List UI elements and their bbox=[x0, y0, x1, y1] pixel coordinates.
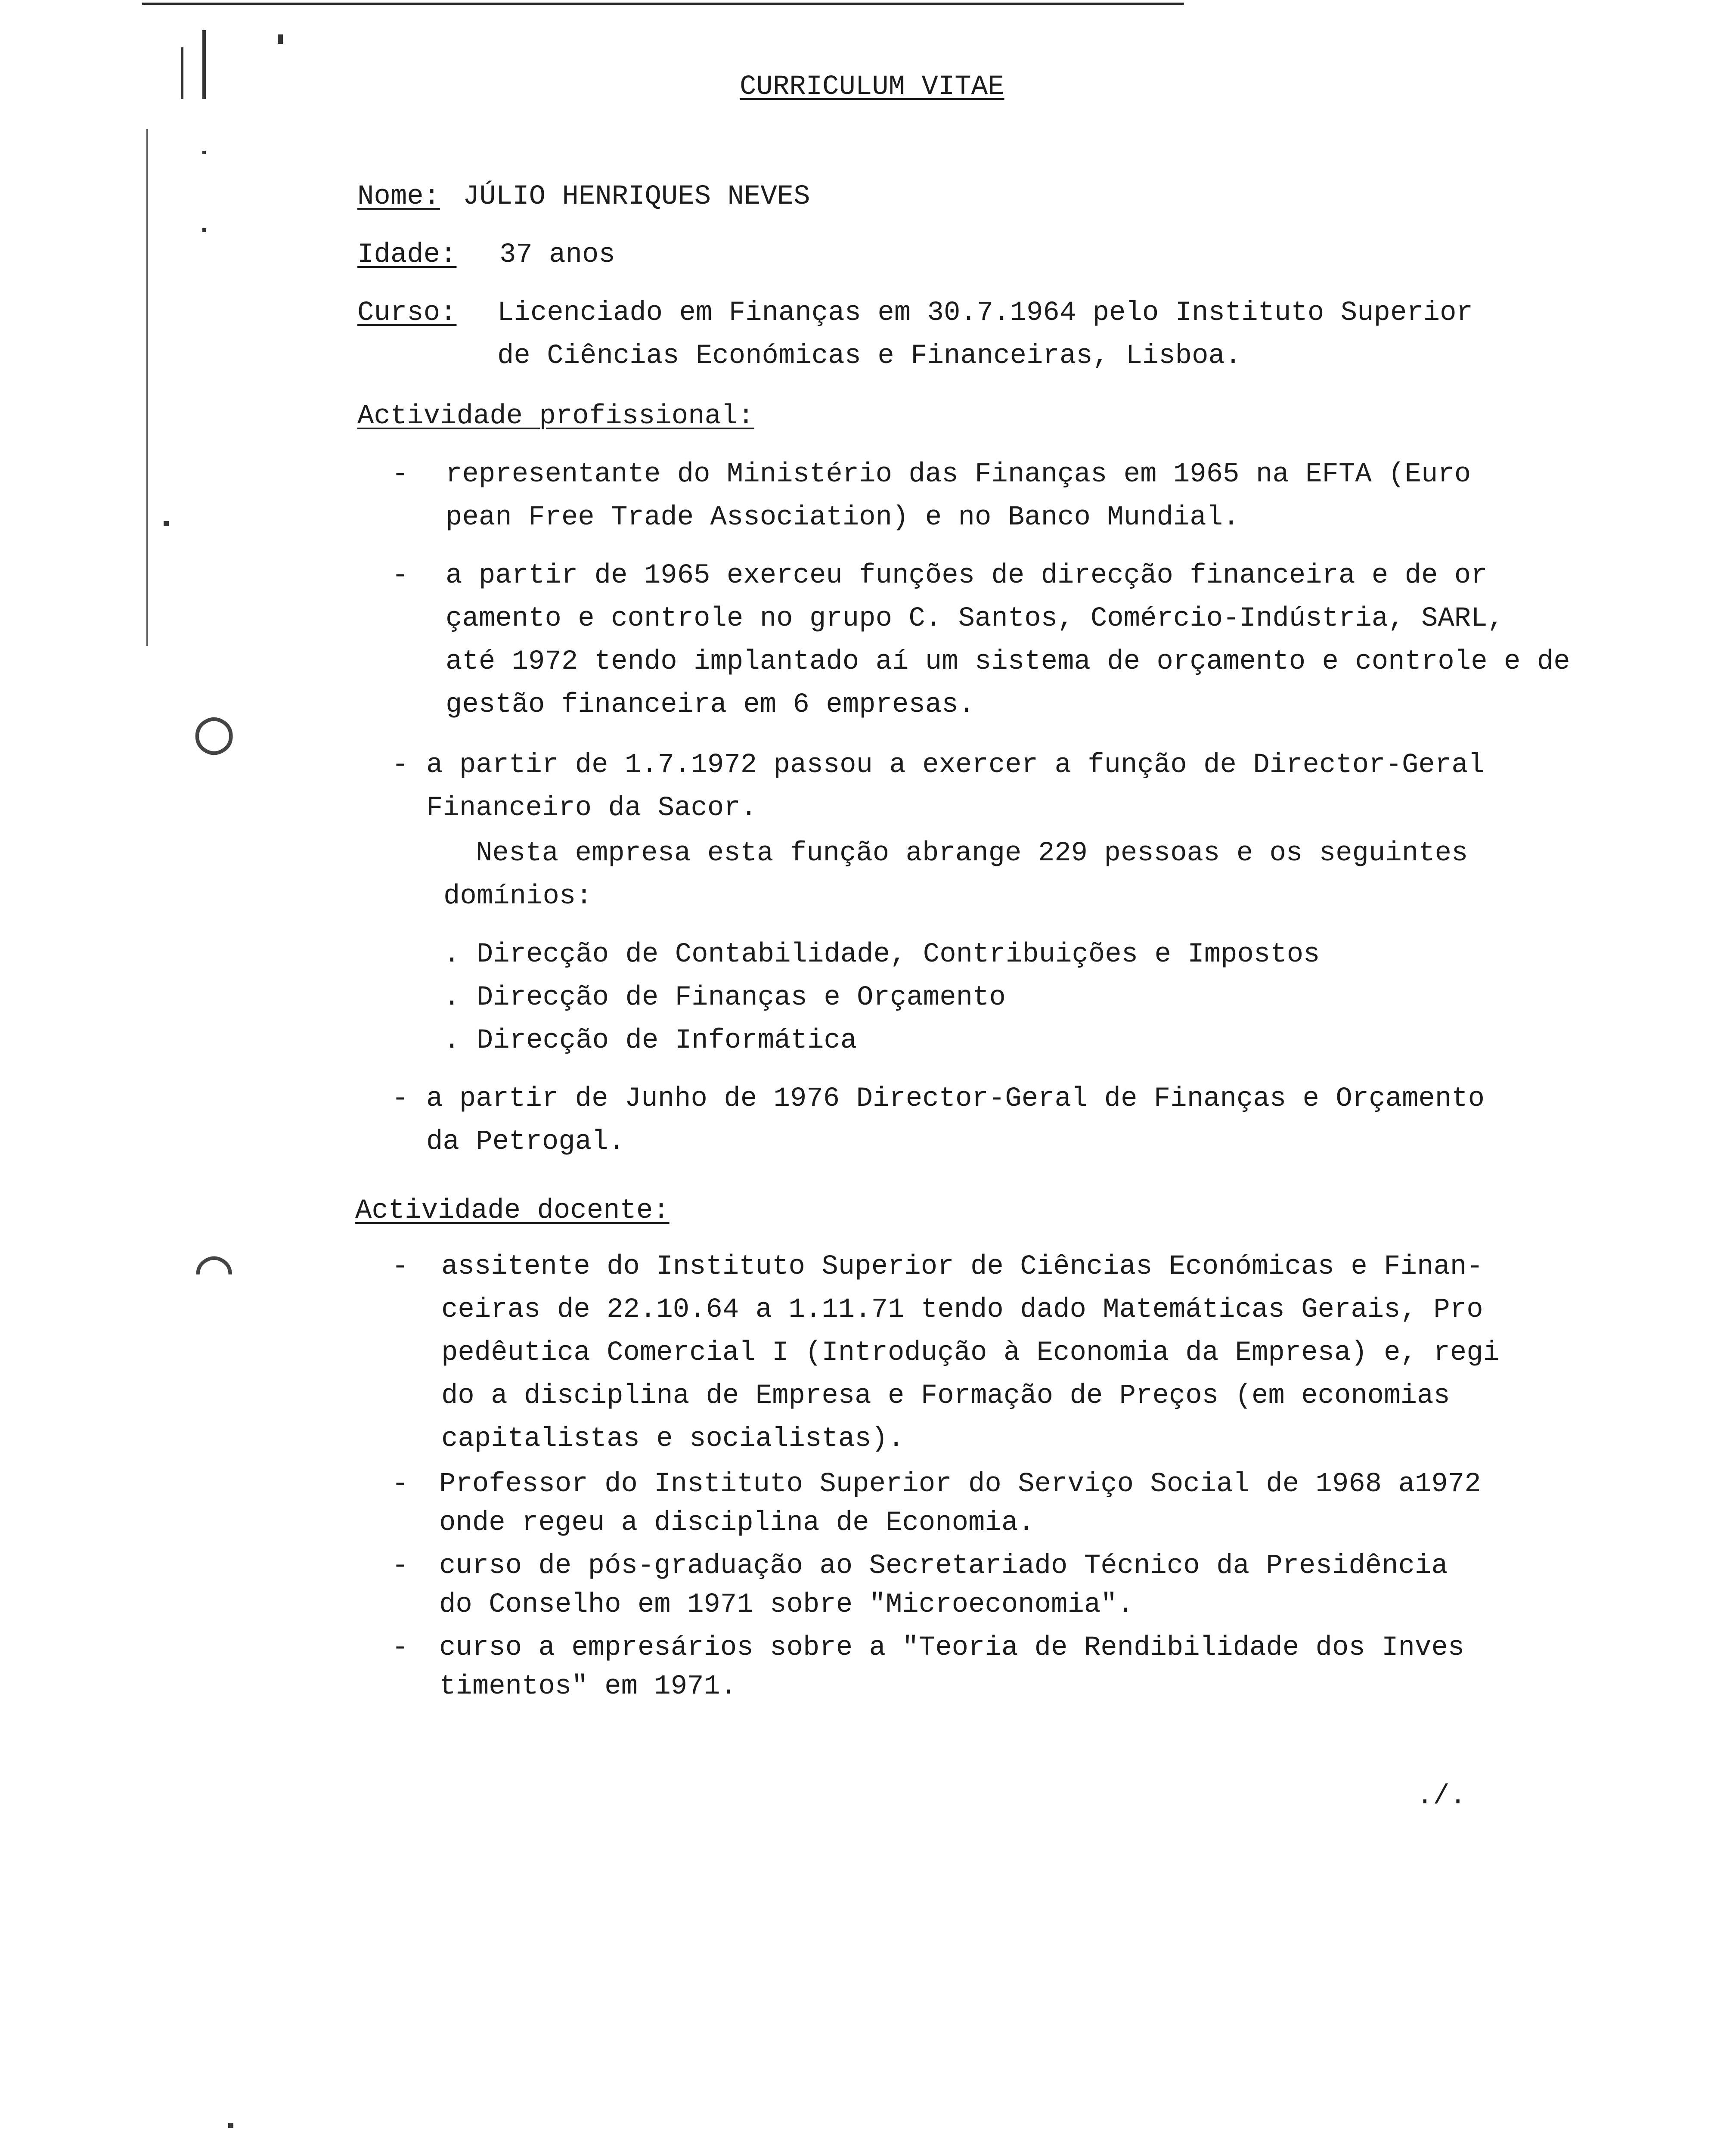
age-label: Idade: bbox=[357, 239, 457, 270]
professional-item-line: a partir de 1.7.1972 passou a exercer a função de Director-Geral bbox=[426, 750, 1485, 781]
list-dash: - bbox=[392, 1469, 409, 1500]
domain-bullet: . Direcção de Contabilidade, Contribuições e Impostos bbox=[443, 939, 1320, 970]
top-rule-line bbox=[142, 3, 1184, 5]
document-title: CURRICULUM VITAE bbox=[740, 71, 1004, 102]
teaching-item-line: onde regeu a disciplina de Economia. bbox=[439, 1508, 1035, 1539]
professional-item-line: gestão financeira em 6 empresas. bbox=[446, 689, 975, 720]
professional-item-line: Financeiro da Sacor. bbox=[426, 793, 757, 824]
professional-item-line: a partir de 1965 exerceu funções de direcção financeira e de or bbox=[446, 560, 1488, 591]
professional-item-subline: Nesta empresa esta função abrange 229 pessoas e os seguintes bbox=[476, 838, 1468, 869]
margin-dot bbox=[278, 34, 283, 44]
teaching-item-line: capitalistas e socialistas). bbox=[441, 1424, 905, 1455]
teaching-item-line: assitente do Instituto Superior de Ciências Económicas e Finan- bbox=[441, 1251, 1483, 1282]
hole-punch-mark-icon: ◠ bbox=[196, 1240, 232, 1309]
teaching-item-line: curso de pós-graduação ao Secretariado Técnico da Presidência bbox=[439, 1551, 1448, 1582]
list-dash: - bbox=[392, 1083, 409, 1114]
list-dash: - bbox=[392, 1551, 409, 1582]
list-dash: - bbox=[392, 459, 409, 490]
teaching-item-line: Professor do Instituto Superior do Serviço Social de 1968 a1972 bbox=[439, 1469, 1481, 1500]
professional-item-line: a partir de Junho de 1976 Director-Geral de Finanças e Orçamento bbox=[426, 1083, 1485, 1114]
list-dash: - bbox=[392, 560, 409, 591]
teaching-item-line: curso a empresários sobre a "Teoria de Rendibilidade dos Inves bbox=[439, 1632, 1465, 1663]
margin-dot bbox=[202, 228, 206, 232]
course-line: Licenciado em Finanças em 30.7.1964 pelo Instituto Superior bbox=[497, 298, 1473, 329]
margin-dot bbox=[228, 2123, 233, 2128]
course-line: de Ciências Económicas e Financeiras, Lisboa. bbox=[497, 341, 1242, 372]
name-value: JÚLIO HENRIQUES NEVES bbox=[463, 181, 810, 212]
margin-dot bbox=[202, 151, 206, 154]
margin-rule-line bbox=[146, 129, 148, 646]
age-value: 37 anos bbox=[499, 239, 615, 270]
professional-item-subline: domínios: bbox=[443, 881, 592, 912]
professional-item-line: até 1972 tendo implantado aí um sistema de orçamento e controle e de bbox=[446, 646, 1570, 677]
margin-dot bbox=[164, 521, 169, 526]
professional-item-line: çamento e controle no grupo C. Santos, Comércio-Indústria, SARL, bbox=[446, 603, 1504, 634]
continuation-mark: ./. bbox=[1417, 1781, 1466, 1812]
teaching-heading: Actividade docente: bbox=[355, 1195, 670, 1226]
teaching-item-line: do Conselho em 1971 sobre "Microeconomia". bbox=[439, 1589, 1134, 1620]
list-dash: - bbox=[392, 1251, 409, 1282]
binding-mark bbox=[181, 47, 183, 99]
list-dash: - bbox=[392, 750, 409, 781]
teaching-item-line: pedêutica Comercial I (Introdução à Economia da Empresa) e, regi bbox=[441, 1337, 1500, 1368]
name-label: Nome: bbox=[357, 181, 440, 212]
professional-item-line: pean Free Trade Association) e no Banco Mundial. bbox=[446, 502, 1240, 533]
teaching-item-line: do a disciplina de Empresa e Formação de Preços (em economias bbox=[441, 1381, 1450, 1412]
professional-item-line: da Petrogal. bbox=[426, 1126, 625, 1157]
binding-mark bbox=[202, 30, 206, 99]
professional-heading: Actividade profissional: bbox=[357, 401, 754, 432]
domain-bullet: . Direcção de Finanças e Orçamento bbox=[443, 982, 1006, 1013]
course-label: Curso: bbox=[357, 298, 457, 329]
teaching-item-line: ceiras de 22.10.64 a 1.11.71 tendo dado Matemáticas Gerais, Pro bbox=[441, 1294, 1483, 1325]
domain-bullet: . Direcção de Informática bbox=[443, 1025, 857, 1056]
hole-punch-mark-icon: ◯ bbox=[196, 702, 232, 770]
list-dash: - bbox=[392, 1632, 409, 1663]
teaching-item-line: timentos" em 1971. bbox=[439, 1671, 737, 1702]
professional-item-line: representante do Ministério das Finanças em 1965 na EFTA (Euro bbox=[446, 459, 1471, 490]
